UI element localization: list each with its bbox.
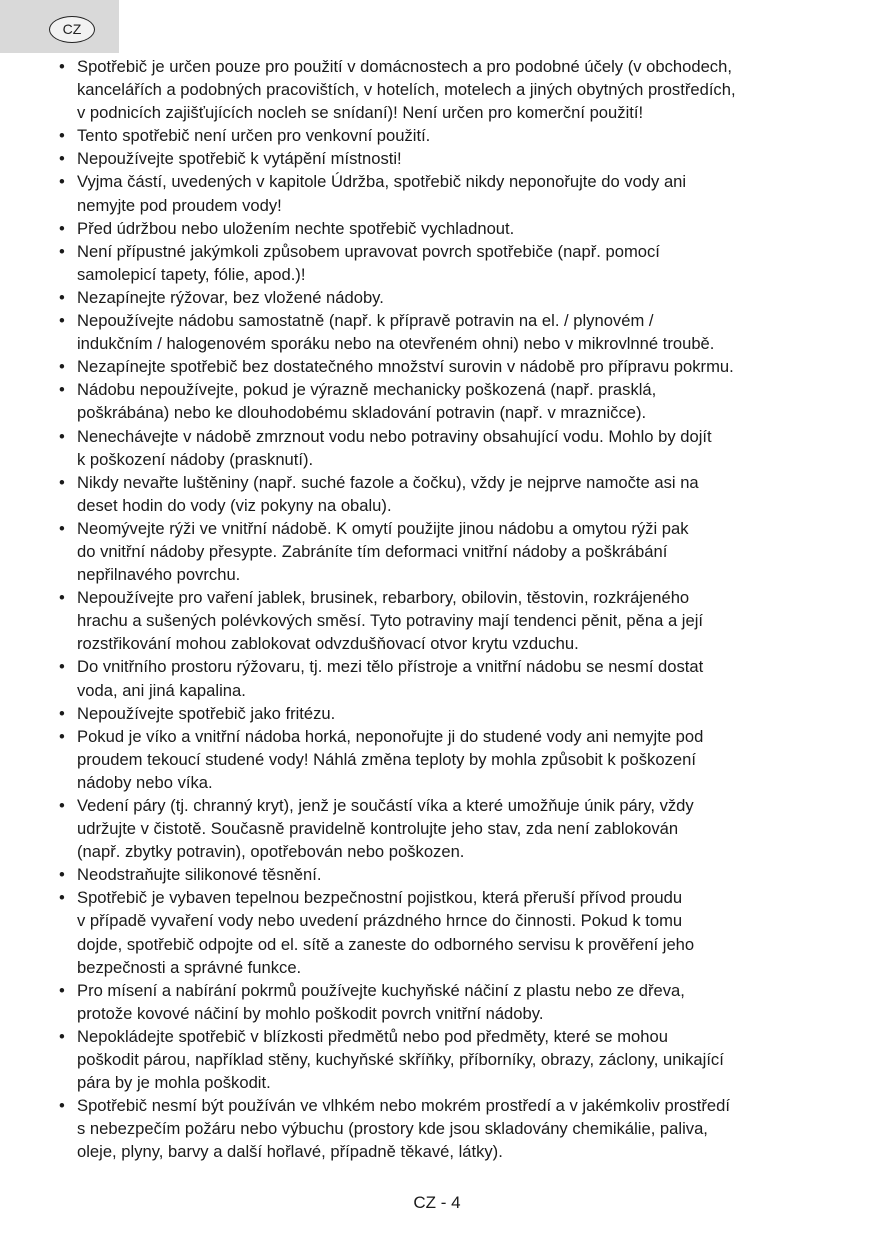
list-item (58, 886, 828, 978)
bullet-icon: • (59, 357, 65, 377)
list-item-text: rozstřikování mohou zablokovat odvzdušňovací otvor krytu vzduchu. (77, 634, 579, 654)
language-tab (0, 0, 119, 53)
list-item-text: Spotřebič je vybaven tepelnou bezpečnostní pojistkou, která přeruší přívod proudu (77, 888, 683, 908)
list-item (58, 794, 828, 863)
list-item (58, 586, 828, 655)
list-item (58, 378, 828, 424)
bullet-icon: • (59, 126, 65, 146)
list-item (58, 147, 828, 170)
list-item (58, 863, 828, 886)
list-item-text: Nepoužívejte pro vaření jablek, brusinek, rebarbory, obilovin, těstovin, rozkrájeného (77, 588, 690, 608)
list-item (58, 355, 828, 378)
list-item-text: hrachu a sušených polévkových směsí. Tyto potraviny mají tendenci pěnit, pěna a její (77, 611, 703, 631)
list-item (58, 1025, 828, 1094)
list-item-text: Tento spotřebič není určen pro venkovní použití. (77, 126, 431, 146)
list-item-text: Před údržbou nebo uložením nechte spotřebič vychladnout. (77, 218, 515, 238)
list-item (58, 979, 828, 1025)
list-item-text: Nezapínejte spotřebič bez dostatečného množství surovin v nádobě pro přípravu pokrmu. (77, 357, 734, 377)
bullet-icon: • (59, 287, 65, 307)
list-item (58, 702, 828, 725)
list-item-text: Neomývejte rýži ve vnitřní nádobě. K omytí použijte jinou nádobu a omytou rýži pak (77, 518, 689, 538)
bullet-icon: • (59, 518, 65, 538)
page-number: CZ - 4 (413, 1193, 461, 1212)
list-item-text: indukčním / halogenovém sporáku nebo na otevřeném ohni) nebo v mikrovlnné troubě. (77, 334, 715, 354)
list-item-text: do vnitřní nádoby přesypte. Zabráníte tím deformaci vnitřní nádoby a poškrábání (77, 541, 668, 561)
list-item-text: poškodit párou, například stěny, kuchyňské skříňky, příborníky, obrazy, záclony, unikající (77, 1050, 724, 1070)
bullet-icon: • (59, 865, 65, 885)
list-item-text: (např. zbytky potravin), opotřebován nebo poškozen. (77, 842, 465, 862)
list-item-text: deset hodin do vody (viz pokyny na obalu). (77, 495, 392, 515)
list-item-text: nepřilnavého povrchu. (77, 565, 241, 585)
bullet-icon: • (59, 57, 65, 76)
bullet-icon: • (59, 980, 65, 1000)
bullet-icon: • (59, 588, 65, 608)
language-badge: CZ (49, 16, 95, 43)
list-item-text: k poškození nádoby (prasknutí). (77, 449, 314, 469)
list-item-text: s nebezpečím požáru nebo výbuchu (prostory kde jsou skladovány chemikálie, paliva, (77, 1119, 708, 1139)
list-item (58, 309, 828, 355)
list-item-text: Nikdy nevařte luštěniny (např. suché fazole a čočku), vždy je nejprve namočte asi na (77, 472, 699, 492)
list-item-text: protože kovové náčiní by mohlo poškodit povrch vnitřní nádoby. (77, 1003, 544, 1023)
list-item-text: Pro mísení a nabírání pokrmů používejte kuchyňské náčiní z plastu nebo ze dřeva, (77, 980, 685, 1000)
bullet-icon: • (59, 149, 65, 169)
list-item-text: v podnicích zajišťujících nocleh se snídaní)! Není určen pro komerční použití! (77, 103, 644, 123)
list-item (58, 725, 828, 794)
list-item-text: samolepicí tapety, fólie, apod.)! (77, 264, 306, 284)
list-item (58, 217, 828, 240)
list-item-text: dojde, spotřebič odpojte od el. sítě a zaneste do odborného servisu k prověření jeho (77, 934, 695, 954)
list-item-text: Do vnitřního prostoru rýžovaru, tj. mezi tělo přístroje a vnitřní nádobu se nesmí dostat (77, 657, 704, 677)
list-item (58, 240, 828, 286)
bullet-icon: • (59, 888, 65, 908)
bullet-icon: • (59, 796, 65, 815)
list-item-text: v případě vyvaření vody nebo uvedení prázdného hrnce do činnosti. Pokud k tomu (77, 911, 683, 931)
list-item-text: voda, ani jiná kapalina. (77, 680, 246, 700)
list-item-text: Nepokládejte spotřebič v blízkosti předmětů nebo pod předměty, které se mohou (77, 1026, 668, 1046)
list-item (58, 1094, 828, 1163)
bullet-icon: • (59, 311, 65, 331)
list-item-text: Není přípustné jakýmkoli způsobem upravovat povrch spotřebiče (např. pomocí (77, 241, 660, 261)
bullet-icon: • (59, 472, 65, 492)
bullet-icon: • (59, 1026, 65, 1046)
list-item-text: Nepoužívejte spotřebič k vytápění místnosti! (77, 149, 402, 169)
list-item-text: Nezapínejte rýžovar, bez vložené nádoby. (77, 287, 384, 307)
list-item-text: Spotřebič nesmí být používán ve vlhkém nebo mokrém prostředí a v jakémkoliv prostředí (77, 1096, 730, 1116)
list-item-text: udržujte v čistotě. Současně pravidelně kontrolujte jeho stav, zda není zablokován (77, 819, 679, 839)
bullet-icon: • (59, 726, 65, 746)
list-item-text: Spotřebič je určen pouze pro použití v domácnostech a pro podobné účely (v obchodech, (77, 57, 732, 76)
bullet-icon: • (59, 241, 65, 261)
list-item-text: Nádobu nepoužívejte, pokud je výrazně mechanicky poškozená (např. prasklá, (77, 380, 657, 400)
list-item-text: Nepoužívejte spotřebič jako fritézu. (77, 703, 336, 723)
list-item-text: kancelářích a podobných pracovištích, v hotelích, motelech a jiných obytných prostředích, (77, 80, 736, 100)
list-item (58, 517, 828, 586)
bullet-icon: • (59, 426, 65, 446)
list-item-text: nádoby nebo víka. (77, 772, 213, 792)
list-item-text: Vedení páry (tj. chranný kryt), jenž je součástí víka a které umožňuje únik páry, vždy (77, 796, 694, 815)
list-item (58, 55, 828, 124)
bullet-icon: • (59, 703, 65, 723)
list-item-text: pára by je mohla poškodit. (77, 1073, 271, 1093)
list-item (58, 170, 828, 216)
safety-instructions-list (58, 55, 828, 1164)
list-item-text: Nepoužívejte nádobu samostatně (např. k přípravě potravin na el. / plynovém / (77, 311, 654, 331)
bullet-icon: • (59, 172, 65, 192)
list-item (58, 471, 828, 517)
bullet-icon: • (59, 380, 65, 400)
list-item-text: Vyjma částí, uvedených v kapitole Údržba, spotřebič nikdy neponořujte do vody ani (77, 172, 687, 192)
bullet-icon: • (59, 1096, 65, 1116)
list-item (58, 286, 828, 309)
list-item (58, 425, 828, 471)
list-item-text: bezpečnosti a správné funkce. (77, 957, 302, 977)
list-item-text: poškrábána) nebo ke dlouhodobému skladování potravin (např. v mrazničce). (77, 403, 647, 423)
list-item-text: nemyjte pod proudem vody! (77, 195, 282, 215)
list-item (58, 124, 828, 147)
list-item (58, 655, 828, 701)
bullet-icon: • (59, 218, 65, 238)
list-item-text: Pokud je víko a vnitřní nádoba horká, neponořujte ji do studené vody ani nemyjte pod (77, 726, 704, 746)
list-item-text: proudem tekoucí studené vody! Náhlá změna teploty by mohla způsobit k poškození (77, 749, 696, 769)
list-item-text: oleje, plyny, barvy a další hořlavé, případně těkavé, látky). (77, 1142, 503, 1162)
list-item-text: Neodstraňujte silikonové těsnění. (77, 865, 322, 885)
bullet-icon: • (59, 657, 65, 677)
list-item-text: Nenechávejte v nádobě zmrznout vodu nebo potraviny obsahující vodu. Mohlo by dojít (77, 426, 712, 446)
